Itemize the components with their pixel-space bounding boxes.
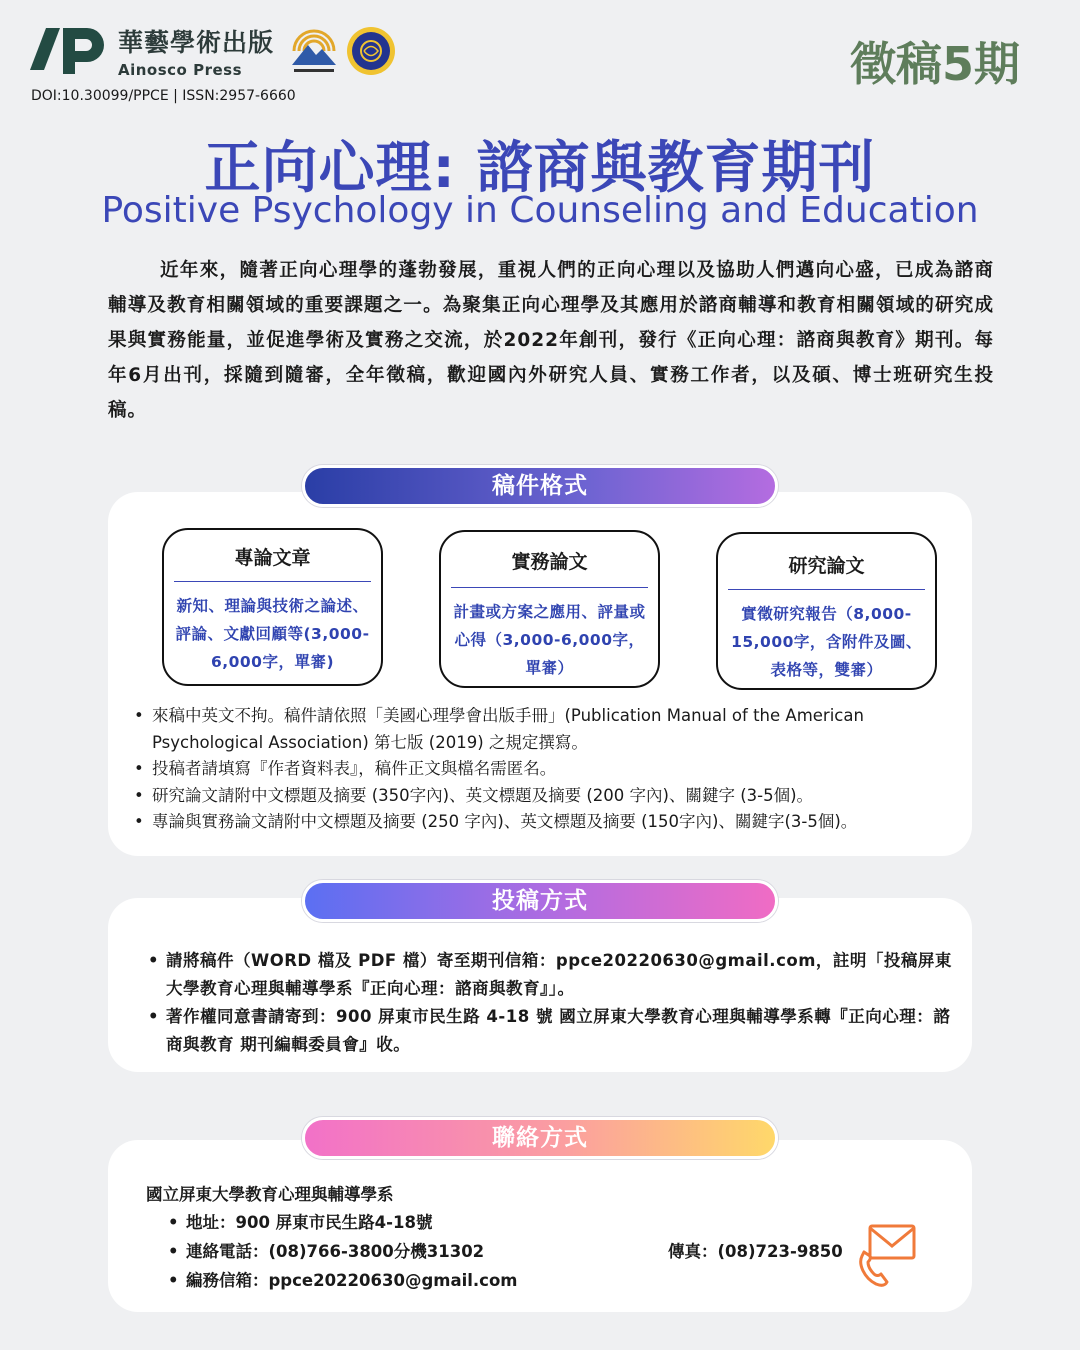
phone-item: • 連絡電話：(08)766-3800分機31302	[164, 1237, 517, 1266]
publisher-logo	[30, 22, 396, 80]
department-name: 國立屏東大學教育心理與輔導學系	[146, 1185, 394, 1204]
format-rules-list	[130, 703, 960, 836]
list-item: • 著作權同意書請寄到：900 屏東市民生路 4-18 號 國立屏東大學教育心理與輔導學系轉『正向心理：諮商與教育 期刊編輯委員會』收。	[144, 1003, 960, 1059]
box-title: 專論文章	[234, 547, 311, 569]
mail-phone-icon	[856, 1222, 920, 1292]
box-title: 實務論文	[511, 551, 588, 573]
submission-list	[144, 947, 960, 1059]
issue-label: 徵稿5期	[849, 37, 1020, 91]
contact-list	[164, 1208, 517, 1295]
list-item: • 研究論文請附中文標題及摘要 (350字內)、英文標題及摘要 (200 字內)、關鍵字 (3-5個)。	[130, 783, 960, 810]
contact-heading: 聯絡方式	[302, 1117, 778, 1159]
university-emblem-icon	[290, 25, 338, 77]
box-body: 實徵研究報告（8,000-15,000字，含附件及圖、表格等，雙審）	[731, 605, 922, 679]
submission-heading: 投稿方式	[302, 880, 778, 922]
address-item: • 地址：900 屏東市民生路4-18號	[164, 1208, 517, 1237]
box-body: 計畫或方案之應用、評量或心得（3,000-6,000字，單審）	[453, 603, 646, 677]
article-type-box	[162, 528, 383, 686]
article-type-box	[439, 530, 660, 688]
format-heading: 稿件格式	[302, 465, 778, 507]
department-seal-icon	[346, 26, 396, 76]
email-item: • 編務信箱：ppce20220630@gmail.com	[164, 1266, 517, 1295]
doi-issn: DOI:10.30099/PPCE | ISSN:2957-6660	[31, 88, 296, 104]
article-type-box	[716, 532, 937, 690]
intro-paragraph: 近年來，隨著正向心理學的蓬勃發展，重視人們的正向心理以及協助人們邁向心盛，已成為諮商輔導及教育相關領域的重要課題之一。為聚集正向心理學及其應用於諮商輔導和教育相關領域的研究成果與實務能量，並促進學術及實務之交流，於2022年創刊，發行《正向心理：諮商與教育》期刊。每年6月出刊，採隨到隨審，全年徵稿，歡迎國內外研究人員、實務工作者，以及碩、博士班研究生投稿。	[108, 260, 994, 421]
publisher-name-en: Ainosco Press	[118, 61, 243, 79]
publisher-name-cn: 華藝學術出版	[118, 28, 275, 57]
journal-title-en: Positive Psychology in Counseling and Education	[101, 190, 979, 231]
box-title: 研究論文	[788, 555, 865, 577]
ainosco-logo-icon	[30, 22, 108, 80]
list-item: • 來稿中英文不拘。稿件請依照「美國心理學會出版手冊」(Publication Manual of the American Psychological Association) 第七版 (2019) 之規定撰寫。	[130, 703, 960, 756]
list-item: • 專論與實務論文請附中文標題及摘要 (250 字內)、英文標題及摘要 (150字內)、關鍵字(3-5個)。	[130, 809, 960, 836]
journal-title-cn: 正向心理: 諮商與教育期刊	[204, 136, 876, 201]
fax-number: 傳真：(08)723-9850	[668, 1242, 843, 1261]
box-body: 新知、理論與技術之論述、評論、文獻回顧等(3,000-6,000字，單審)	[175, 597, 370, 671]
list-item: • 請將稿件（WORD 檔及 PDF 檔）寄至期刊信箱：ppce20220630@gmail.com，註明「投稿屏東大學教育心理與輔導學系『正向心理：諮商與教育』」。	[144, 947, 960, 1003]
list-item: • 投稿者請填寫『作者資料表』，稿件正文與檔名需匿名。	[130, 756, 960, 783]
